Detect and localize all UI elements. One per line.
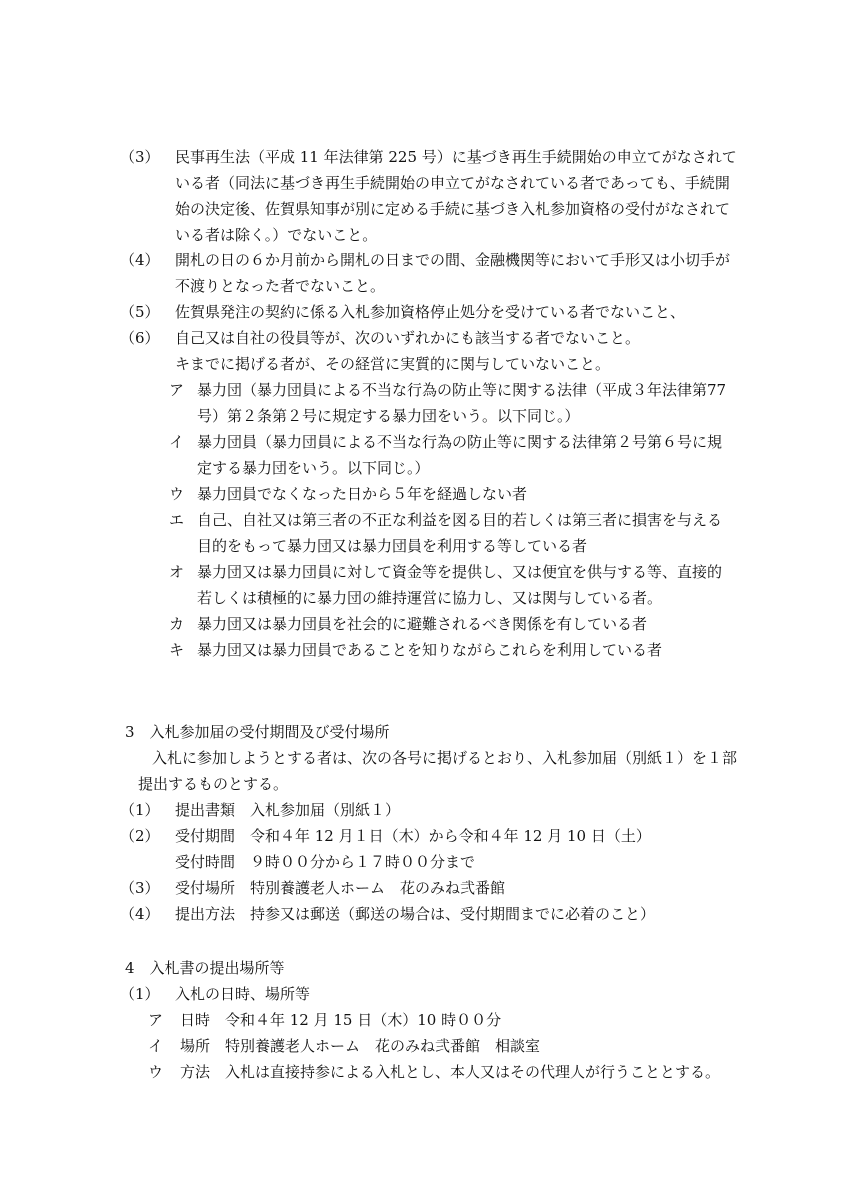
sub-item-marker: カ xyxy=(169,615,185,633)
item-text-line: 開札の日の６か月前から開札の日までの間、金融機関等において手形又は小切手が xyxy=(175,251,731,269)
sub-item-text-line: 号）第２条第２号に規定する暴力団をいう。以下同じ。） xyxy=(197,407,580,425)
item-number: （6） xyxy=(120,329,160,347)
sub-item-marker: ウ xyxy=(148,1063,164,1081)
item-text-line: 始の決定後、佐賀県知事が別に定める手続に基づき入札参加資格の受付がなされて xyxy=(175,200,731,218)
sub-item-marker: イ xyxy=(169,433,185,451)
submission-method: 提出方法 持参又は郵送（郵送の場合は、受付期間までに必着のこと） xyxy=(175,905,656,923)
item-text-line: 佐賀県発注の契約に係る入札参加資格停止処分を受けている者でないこと、 xyxy=(175,303,686,321)
sub-item-text-line: 暴力団員（暴力団員による不当な行為の防止等に関する法律第２号第６号に規 xyxy=(197,433,723,451)
sub-item-marker: ア xyxy=(148,1011,164,1029)
acceptance-hours: 受付時間 ９時００分から１７時００分まで xyxy=(175,853,476,871)
submission-document: 提出書類 入札参加届（別紙１） xyxy=(175,801,401,819)
item-number: （3） xyxy=(120,148,160,166)
acceptance-place: 受付場所 特別養護老人ホーム 花のみね弐番館 xyxy=(175,879,506,897)
sub-item-text-line: 暴力団又は暴力団員に対して資金等を提供し、又は便宜を供与する等、直接的 xyxy=(197,563,723,581)
bid-method: 方法 入札は直接持参による入札とし、本人又はその代理人が行うこととする。 xyxy=(180,1063,721,1081)
item-text-line: キまでに掲げる者が、その経営に実質的に関与していないこと。 xyxy=(175,355,611,373)
sub-item-text-line: 暴力団（暴力団員による不当な行為の防止等に関する法律（平成３年法律第77 xyxy=(197,381,727,399)
item-text-line: いる者は除く。）でないこと。 xyxy=(175,226,378,244)
item-text-line: 不渡りとなった者でないこと。 xyxy=(175,277,386,295)
item-number: （1） xyxy=(120,985,160,1003)
bid-datetime-heading: 入札の日時、場所等 xyxy=(175,985,311,1003)
item-number: （5） xyxy=(120,303,160,321)
bid-place: 場所 特別養護老人ホーム 花のみね弐番館 相談室 xyxy=(180,1037,541,1055)
item-number: （2） xyxy=(120,827,160,845)
item-text-line: 民事再生法（平成 11 年法律第 225 号）に基づき再生手続開始の申立てがなされて xyxy=(175,148,737,166)
bid-datetime: 日時 令和４年 12 月 15 日（木）10 時００分 xyxy=(180,1011,502,1029)
item-text-line: いる者（同法に基づき再生手続開始の申立てがなされている者であっても、手続開 xyxy=(175,174,730,192)
sub-item-marker: キ xyxy=(169,641,185,659)
section-3-heading: 3 入札参加届の受付期間及び受付場所 xyxy=(125,723,390,741)
sub-item-marker: ウ xyxy=(169,485,185,503)
sub-item-text-line: 定する暴力団をいう。以下同じ。） xyxy=(197,459,430,477)
section-3-intro-line: 提出するものとする。 xyxy=(138,775,289,793)
sub-item-marker: オ xyxy=(169,563,185,581)
sub-item-text-line: 暴力団又は暴力団員を社会的に避難されるべき関係を有している者 xyxy=(197,615,648,633)
item-number: （4） xyxy=(120,251,160,269)
sub-item-text-line: 暴力団又は暴力団員であることを知りながらこれらを利用している者 xyxy=(197,641,663,659)
sub-item-marker: ア xyxy=(169,381,185,399)
acceptance-period: 受付期間 令和４年 12 月１日（木）から令和４年 12 月 10 日（土） xyxy=(175,827,651,845)
item-number: （1） xyxy=(120,801,160,819)
sub-item-text-line: 自己、自社又は第三者の不正な利益を図る目的若しくは第三者に損害を与える xyxy=(197,511,723,529)
sub-item-text-line: 目的をもって暴力団又は暴力団員を利用する等している者 xyxy=(197,537,588,555)
sub-item-text-line: 若しくは積極的に暴力団の維持運営に協力し、又は関与している者。 xyxy=(197,589,663,607)
section-4-heading: 4 入札書の提出場所等 xyxy=(125,959,285,977)
item-text-line: 自己又は自社の役員等が、次のいずれかにも該当する者でないこと。 xyxy=(175,329,641,347)
sub-item-text-line: 暴力団員でなくなった日から５年を経過しない者 xyxy=(197,485,528,503)
sub-item-marker: エ xyxy=(169,511,185,529)
section-3-intro-line: 入札に参加しようとする者は、次の各号に掲げるとおり、入札参加届（別紙１）を１部 xyxy=(152,749,738,767)
item-number: （3） xyxy=(120,879,160,897)
sub-item-marker: イ xyxy=(148,1037,164,1055)
item-number: （4） xyxy=(120,905,160,923)
